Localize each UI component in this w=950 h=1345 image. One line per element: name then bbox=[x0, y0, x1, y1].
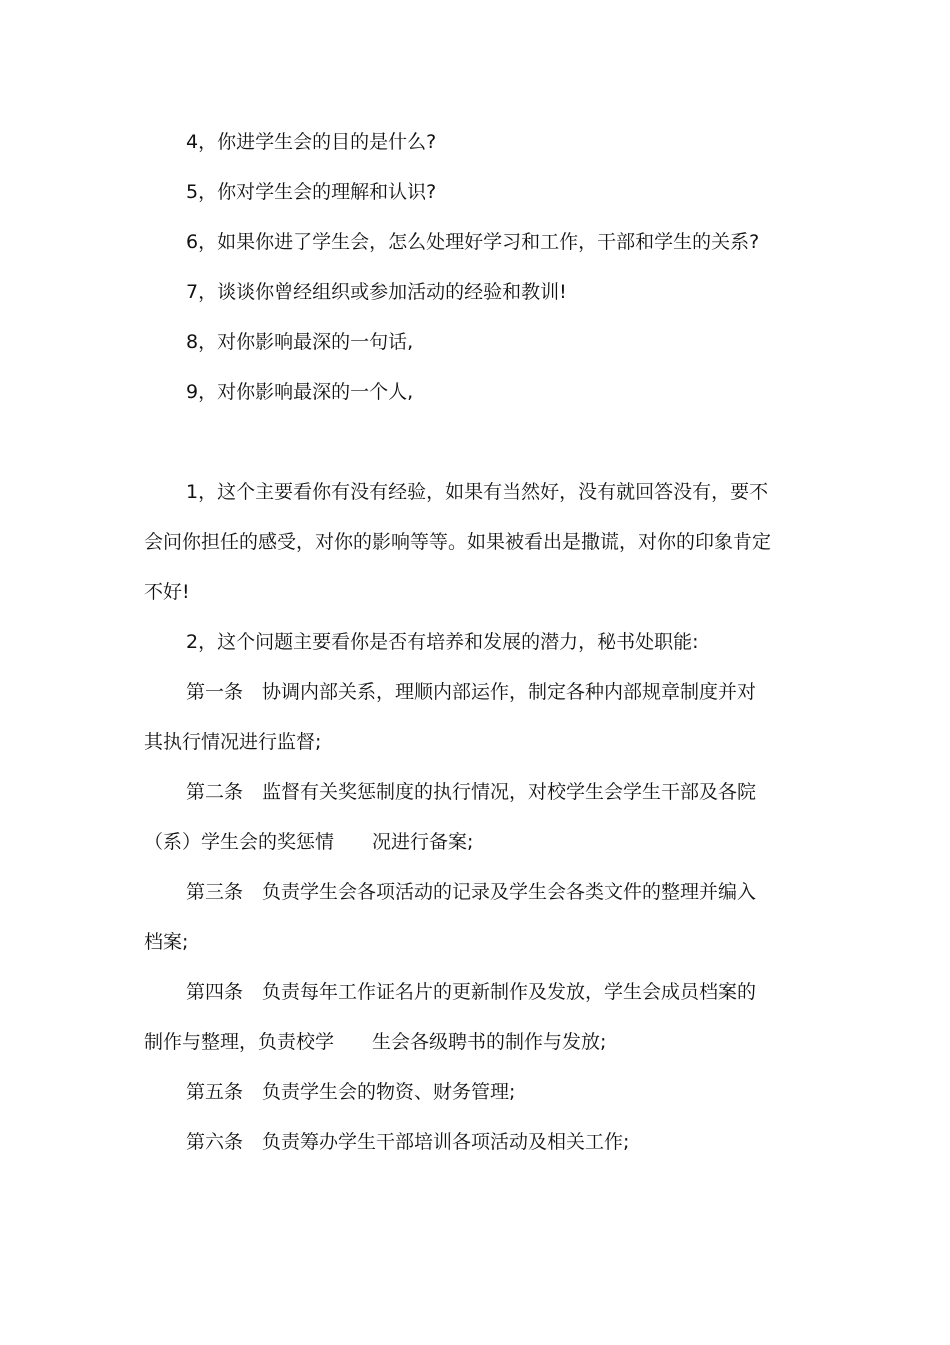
question-6: 6，如果你进了学生会，怎么处理好学习和工作，干部和学生的关系? bbox=[186, 231, 760, 253]
article-6: 第六条 负责筹办学生干部培训各项活动及相关工作; bbox=[186, 1131, 630, 1153]
answer-1: 1，这个主要看你有没有经验，如果有当然好，没有就回答没有，要不会问你担任的感受，对你的影响等等。如果被看出是撒谎，对你的印象肯定不好! bbox=[144, 481, 772, 603]
article-5: 第五条 负责学生会的物资、财务管理; bbox=[186, 1081, 516, 1103]
question-4: 4，你进学生会的目的是什么? bbox=[186, 131, 437, 153]
article-2: 第二条 监督有关奖惩制度的执行情况，对校学生会学生干部及各院（系）学生会的奖惩情 况进行备案; bbox=[144, 781, 757, 853]
question-8: 8，对你影响最深的一句话, bbox=[186, 331, 414, 353]
question-5: 5，你对学生会的理解和认识? bbox=[186, 181, 437, 203]
article-4: 第四条 负责每年工作证名片的更新制作及发放，学生会成员档案的制作与整理，负责校学 生会各级聘书的制作与发放; bbox=[144, 981, 757, 1053]
answer-2: 2，这个问题主要看你是否有培养和发展的潜力，秘书处职能: bbox=[186, 631, 699, 653]
section-gap bbox=[144, 417, 774, 467]
article-3: 第三条 负责学生会各项活动的记录及学生会各类文件的整理并编入档案; bbox=[144, 881, 757, 953]
question-7: 7，谈谈你曾经组织或参加活动的经验和教训! bbox=[186, 281, 567, 303]
document-body bbox=[144, 117, 774, 1167]
question-9: 9，对你影响最深的一个人, bbox=[186, 381, 414, 403]
article-1: 第一条 协调内部关系，理顺内部运作，制定各种内部规章制度并对其执行情况进行监督; bbox=[144, 681, 757, 753]
